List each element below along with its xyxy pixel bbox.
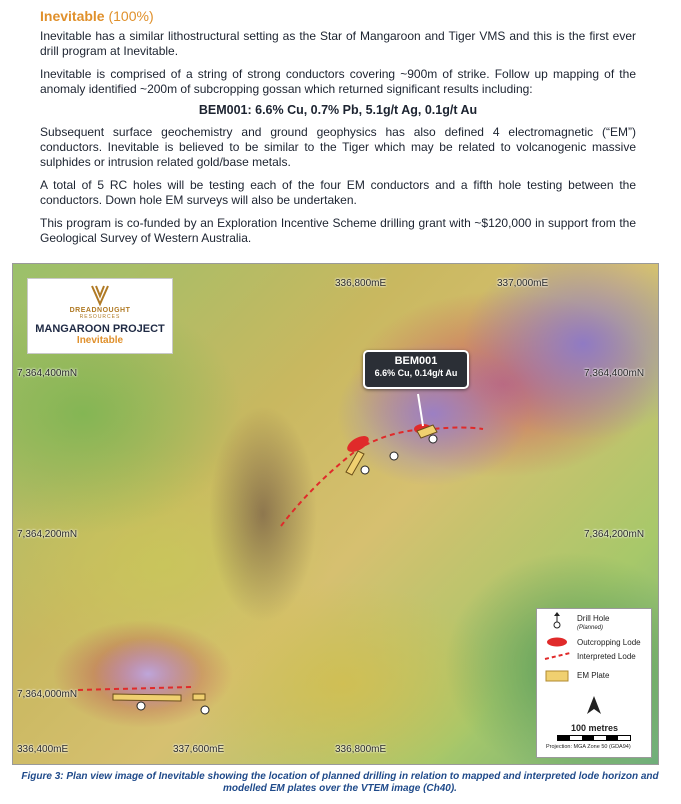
projection-label: Projection: MGA Zone 50 (GDA94) xyxy=(546,744,631,750)
drill-hole-legend-circle xyxy=(554,622,560,628)
grid-label-e-top-2: 337,000mE xyxy=(497,278,549,289)
grid-label-e-bottom-1: 336,400mE xyxy=(17,744,69,755)
logo-sub: RESOURCES xyxy=(79,314,121,320)
interpreted-lode-line xyxy=(281,428,483,527)
grid-label-e-bottom-2: 337,600mE xyxy=(173,744,225,755)
grid-label-n-left-1: 7,364,400mN xyxy=(17,368,78,379)
paragraph-2: Inevitable is comprised of a string of strong conductors covering ~900m of strike. Follow up mapping of the anomaly identified ~200m of subcropping gossan which returned significant results including: xyxy=(40,67,636,96)
assay-highlight: BEM001: 6.6% Cu, 0.7% Pb, 5.1g/t Ag, 0.1g/t Au xyxy=(198,103,478,117)
interpreted-lode-legend-icon xyxy=(545,653,570,659)
paragraph-4: A total of 5 RC holes will be testing each of the four EM conductors and a fifth hole testing between the conductors. Down hole EM surveys will also be undertaken. xyxy=(40,178,636,207)
heading-percent: (100%) xyxy=(108,8,154,24)
em-plate-3 xyxy=(113,694,181,701)
logo-location: Inevitable xyxy=(76,335,124,346)
scale-bar xyxy=(557,735,631,741)
map-legend xyxy=(536,608,652,758)
text-section xyxy=(40,8,636,254)
paragraph-1: Inevitable has a similar lithostructural setting as the Star of Mangaroon and Tiger VMS and this is the first ever drill program at Inevitable. xyxy=(40,29,636,58)
grid-label-e-top-1: 336,800mE xyxy=(335,278,387,289)
legend-interpreted-lode: Interpreted Lode xyxy=(577,652,636,661)
drill-hole-1 xyxy=(361,466,369,474)
project-logo xyxy=(27,278,173,354)
legend-planned: (Planned) xyxy=(577,625,604,631)
grid-label-n-left-2: 7,364,200mN xyxy=(17,529,78,540)
north-arrow-icon xyxy=(583,693,605,719)
grid-label-n-right-1: 7,364,400mN xyxy=(584,368,645,379)
section-heading xyxy=(40,8,636,24)
heading-title: Inevitable xyxy=(40,8,105,24)
legend-drill-hole: Drill Hole xyxy=(577,614,610,623)
legend-em-plate: EM Plate xyxy=(577,671,610,680)
callout-subtitle: 6.6% Cu, 0.14g/t Au xyxy=(374,368,458,378)
em-plate-legend-icon xyxy=(546,671,568,681)
interpreted-lode-line-south xyxy=(78,687,193,690)
callout-leader xyxy=(418,394,423,426)
drill-hole-3 xyxy=(429,435,437,443)
grid-label-n-left-3: 7,364,000mN xyxy=(17,689,78,700)
figure-caption: Figure 3: Plan view image of Inevitable showing the location of planned drilling in relation to mapped and interpreted lode horizon and modelled EM plates over the VTEM image (Ch40). xyxy=(21,771,659,794)
logo-project: MANGAROON PROJECT xyxy=(35,323,165,335)
outcropping-lode-legend-icon xyxy=(547,638,567,647)
logo-brand: DREADNOUGHT xyxy=(69,307,131,314)
paragraph-3: Subsequent surface geochemistry and ground geophysics has also defined 4 electromagnetic (“EM”) conductors. Inevitable is believed to be similar to the Tiger which may be related to volcanogenic massive sulphides or intrusion related gold/base metals. xyxy=(40,125,636,169)
bem001-callout xyxy=(363,350,469,389)
grid-label-e-bottom-3: 336,800mE xyxy=(335,744,387,755)
paragraph-5: This program is co-funded by an Exploration Incentive Scheme drilling grant with ~$120,000 in support from the Geological Survey of Western Australia. xyxy=(40,216,636,245)
grid-label-n-right-2: 7,364,200mN xyxy=(584,529,645,540)
drill-hole-2 xyxy=(390,452,398,460)
drill-hole-legend-arrow xyxy=(554,612,560,616)
legend-outcropping-lode: Outcropping Lode xyxy=(577,638,641,647)
vtem-map xyxy=(12,263,659,765)
em-plate-4 xyxy=(193,694,205,700)
callout-title: BEM001 xyxy=(394,355,438,367)
drill-hole-4 xyxy=(137,702,145,710)
dreadnought-logo-icon xyxy=(89,283,111,307)
scale-label: 100 metres xyxy=(571,723,619,733)
drill-hole-5 xyxy=(201,706,209,714)
legend-symbols xyxy=(537,609,577,719)
